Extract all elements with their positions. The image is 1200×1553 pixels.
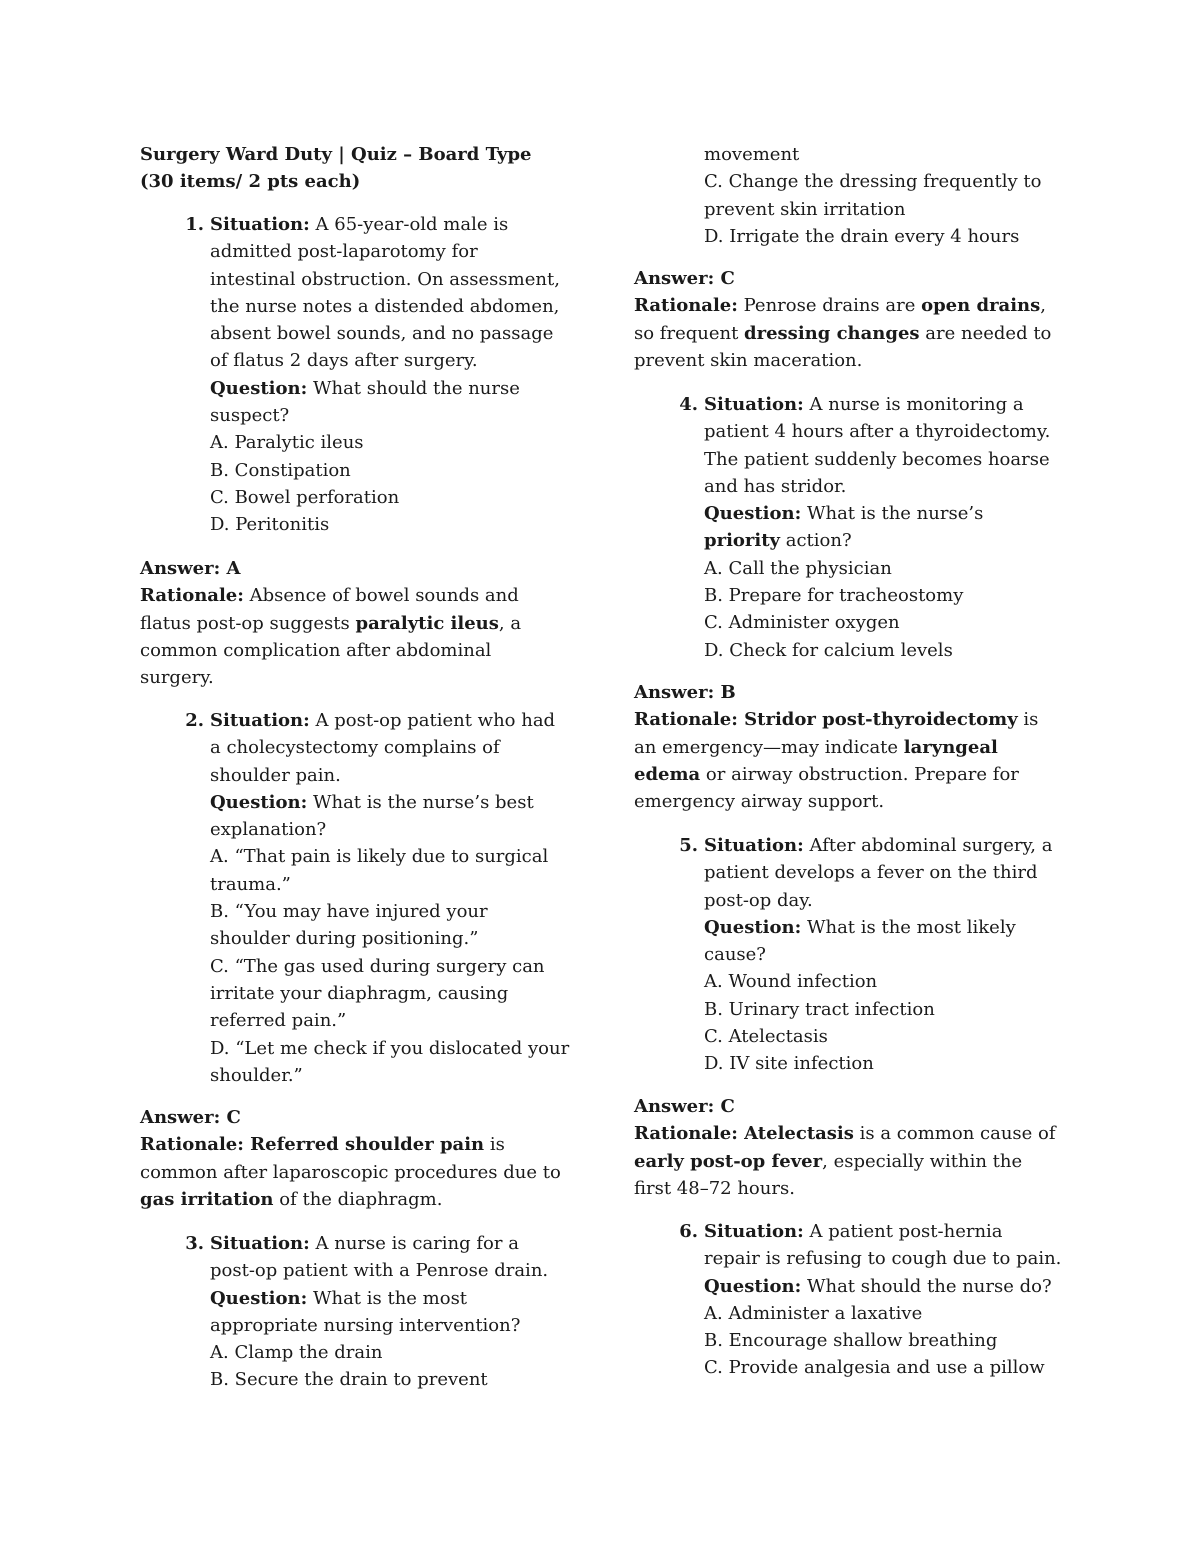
answer-4 (634, 679, 1064, 815)
option-c: C. Atelectasis (704, 1026, 828, 1048)
answer-label: Answer: (634, 682, 715, 703)
rationale-emphasis: dressing changes (744, 322, 920, 344)
answer-value: B (714, 682, 736, 703)
question-3 (185, 1230, 570, 1394)
answer-value: C (714, 268, 735, 289)
rationale-text: prevent skin maceration. (634, 349, 863, 371)
option-c: C. Change the dressing frequently to (704, 171, 1042, 193)
question-2 (185, 707, 570, 1089)
quiz-title: Surgery Ward Duty | Quiz – Board Type (140, 144, 532, 165)
answer-3 (634, 265, 1064, 374)
rationale-text: , especially within the (822, 1150, 1023, 1172)
rationale-emphasis: Referred shoulder pain (243, 1134, 485, 1156)
rationale-text: are needed to (919, 322, 1052, 344)
situation-text: patient develops a fever on the third (704, 862, 1038, 884)
option-b: movement (704, 144, 800, 165)
option-b: shoulder during positioning.” (210, 928, 479, 950)
rationale-text: , a (498, 612, 522, 634)
option-d: D. Irrigate the drain every 4 hours (704, 225, 1020, 247)
situation-text: A post-op patient who had (309, 710, 556, 731)
situation-text: After abdominal surgery, a (803, 835, 1053, 856)
rationale-emphasis: edema (634, 763, 701, 785)
quiz-subtitle: (30 items/ 2 pts each) (140, 171, 361, 192)
answer-5 (634, 1093, 1064, 1202)
rationale-emphasis: laryngeal (903, 736, 998, 758)
question-3-continued (704, 141, 1064, 250)
option-d: D. IV site infection (704, 1053, 874, 1075)
option-b: B. Encourage shallow breathing (704, 1330, 998, 1352)
question-number: 4. (679, 394, 698, 415)
option-b: B. Urinary tract infection (704, 998, 935, 1020)
situation-text: of flatus 2 days after surgery. (210, 350, 478, 372)
question-label: Question: (210, 377, 308, 399)
option-a: A. Paralytic ileus (210, 432, 364, 454)
question-number: 3. (185, 1233, 204, 1254)
question-text: appropriate nursing intervention? (210, 1314, 521, 1336)
rationale-emphasis: open drains (921, 295, 1041, 317)
answer-label: Answer: (140, 1107, 221, 1128)
rationale-text: common complication after abdominal (140, 639, 492, 661)
question-text: What is the nurse’s (801, 503, 984, 525)
rationale-text: surgery. (140, 667, 214, 689)
situation-text: shoulder pain. (210, 764, 341, 786)
option-c: prevent skin irritation (704, 198, 906, 220)
option-a: A. Call the physician (704, 557, 892, 579)
option-a: A. Administer a laxative (704, 1302, 923, 1324)
question-label: Question: (704, 503, 802, 525)
situation-text: A nurse is caring for a (309, 1233, 519, 1254)
situation-text: The patient suddenly becomes hoarse (704, 448, 1050, 470)
situation-text: and has stridor. (704, 475, 847, 497)
option-c: C. Provide analgesia and use a pillow (704, 1357, 1045, 1379)
rationale-text: or airway obstruction. Prepare for (700, 763, 1019, 785)
option-c: irritate your diaphragm, causing (210, 982, 509, 1004)
answer-label: Answer: (140, 558, 221, 579)
answer-1 (140, 555, 570, 691)
question-6 (679, 1218, 1064, 1382)
question-number: 2. (185, 710, 204, 731)
answer-value: C (220, 1107, 241, 1128)
option-a: A. “That pain is likely due to surgical (210, 846, 549, 868)
answer-2 (140, 1104, 570, 1213)
question-text: suspect? (210, 405, 290, 427)
option-b: B. “You may have injured your (210, 901, 488, 923)
option-d: D. Peritonitis (210, 514, 330, 536)
question-text: What is the most (307, 1287, 468, 1309)
rationale-emphasis: Atelectasis (737, 1123, 854, 1145)
question-label: Question: (210, 791, 308, 813)
rationale-text: Absence of bowel sounds and (243, 585, 519, 607)
question-label: Question: (210, 1287, 308, 1309)
question-text: explanation? (210, 819, 327, 841)
rationale-label: Rationale: (140, 1134, 244, 1156)
question-text: cause? (704, 944, 766, 966)
rationale-text: Penrose drains are (737, 295, 922, 317)
situation-text: A nurse is monitoring a (803, 394, 1024, 415)
rationale-emphasis: early post-op fever (634, 1150, 823, 1172)
rationale-text: flatus post-op suggests (140, 612, 356, 634)
answer-value: A (220, 558, 241, 579)
question-emphasis: priority (704, 530, 781, 552)
option-a: A. Clamp the drain (210, 1342, 383, 1364)
option-c: C. Administer oxygen (704, 612, 900, 634)
situation-text: a cholecystectomy complains of (210, 737, 500, 759)
situation-label: Situation: (210, 214, 310, 235)
situation-text: post-op patient with a Penrose drain. (210, 1260, 549, 1282)
option-d: shoulder.” (210, 1064, 303, 1086)
situation-text: absent bowel sounds, and no passage (210, 323, 554, 345)
rationale-emphasis: Stridor post-thyroidectomy (737, 709, 1018, 731)
situation-label: Situation: (704, 835, 804, 856)
question-label: Question: (704, 916, 802, 938)
question-5 (679, 832, 1064, 1078)
situation-text: patient 4 hours after a thyroidectomy. (704, 421, 1051, 443)
rationale-label: Rationale: (634, 709, 738, 731)
situation-text: A 65-year-old male is (309, 214, 509, 235)
answer-value: C (714, 1096, 735, 1117)
question-text: What should the nurse (307, 377, 520, 399)
situation-label: Situation: (210, 1233, 310, 1254)
rationale-emphasis: paralytic ileus (355, 612, 499, 634)
answer-label: Answer: (634, 1096, 715, 1117)
rationale-text: so frequent (634, 322, 745, 344)
answer-label: Answer: (634, 268, 715, 289)
situation-text: repair is refusing to cough due to pain. (704, 1248, 1062, 1270)
rationale-text: is (484, 1134, 505, 1156)
rationale-text: , (1040, 295, 1047, 317)
question-number: 1. (185, 214, 204, 235)
situation-text: admitted post-laparotomy for (210, 241, 478, 263)
situation-text: post-op day. (704, 889, 813, 911)
question-text: What is the most likely (801, 916, 1016, 938)
option-c: referred pain.” (210, 1010, 347, 1032)
rationale-label: Rationale: (140, 585, 244, 607)
situation-text: A patient post-hernia (803, 1221, 1003, 1242)
question-1 (185, 211, 570, 539)
option-b: B. Constipation (210, 459, 351, 481)
rationale-emphasis: gas irritation (140, 1188, 274, 1210)
question-text: action? (780, 530, 852, 552)
question-text: What should the nurse do? (801, 1275, 1052, 1297)
option-a: trauma.” (210, 873, 291, 895)
rationale-label: Rationale: (634, 295, 738, 317)
question-4 (679, 391, 1064, 664)
situation-text: intestinal obstruction. On assessment, (210, 268, 560, 290)
option-a: A. Wound infection (704, 971, 878, 993)
option-c: C. Bowel perforation (210, 486, 400, 508)
option-c: C. “The gas used during surgery can (210, 955, 545, 977)
option-b: B. Secure the drain to prevent (210, 1369, 488, 1391)
rationale-text: is (1017, 709, 1039, 731)
question-text: What is the nurse’s best (307, 791, 534, 813)
rationale-text: first 48–72 hours. (634, 1177, 795, 1199)
question-label: Question: (704, 1275, 802, 1297)
situation-label: Situation: (704, 1221, 804, 1242)
question-number: 6. (679, 1221, 698, 1242)
option-d: D. Check for calcium levels (704, 639, 953, 661)
question-number: 5. (679, 835, 698, 856)
situation-text: the nurse notes a distended abdomen, (210, 295, 560, 317)
option-d: D. “Let me check if you dislocated your (210, 1037, 570, 1059)
rationale-label: Rationale: (634, 1123, 738, 1145)
rationale-text: an emergency—may indicate (634, 736, 904, 758)
rationale-text: emergency airway support. (634, 791, 885, 813)
rationale-text: is a common cause of (853, 1123, 1056, 1145)
rationale-text: of the diaphragm. (273, 1188, 443, 1210)
situation-label: Situation: (704, 394, 804, 415)
rationale-text: common after laparoscopic procedures due to (140, 1161, 561, 1183)
option-b: B. Prepare for tracheostomy (704, 585, 964, 607)
situation-label: Situation: (210, 710, 310, 731)
